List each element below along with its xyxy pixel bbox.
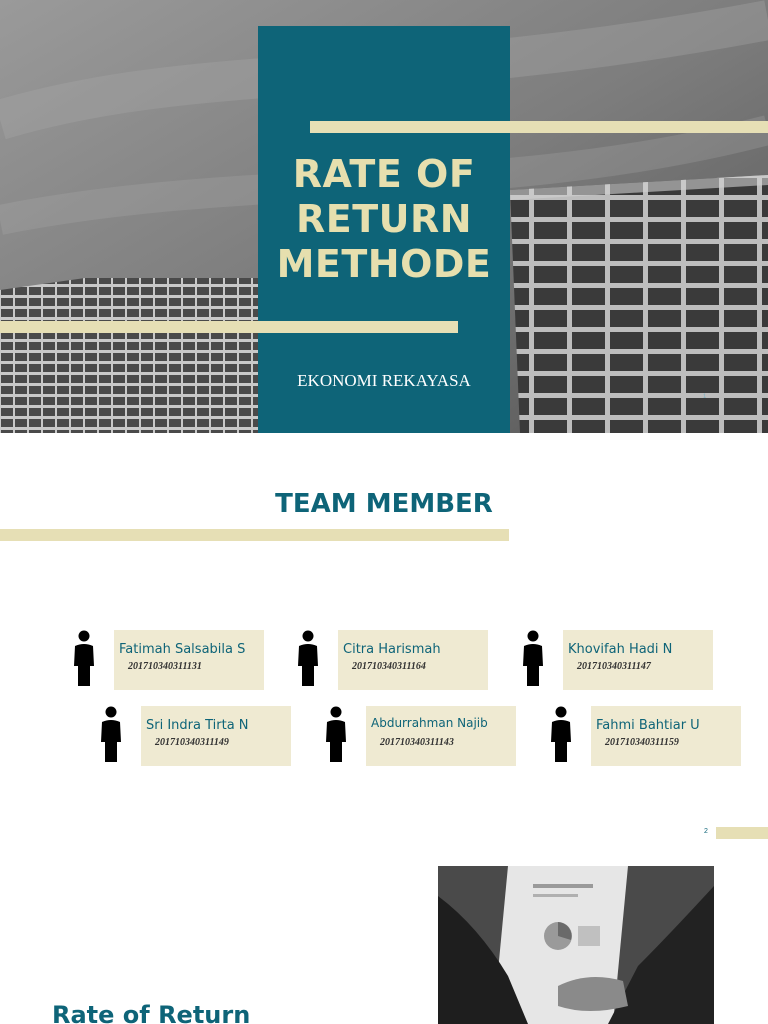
member-card <box>114 630 264 690</box>
team-member-card <box>296 630 506 690</box>
team-member-card <box>99 706 309 766</box>
presentation-title: RATE OF RETURN METHODE <box>276 152 492 286</box>
presentation-subtitle: EKONOMI REKAYASA <box>297 371 471 390</box>
team-heading: TEAM MEMBER <box>275 489 493 519</box>
member-nim: 201710340311131 <box>128 661 202 672</box>
team-heading-bar <box>0 529 509 541</box>
person-icon <box>72 630 96 686</box>
team-member-card <box>521 630 731 690</box>
slide-number-bar <box>716 827 768 839</box>
member-nim: 201710340311159 <box>605 737 679 748</box>
section-title: Rate of Return <box>52 1001 251 1024</box>
team-member-card <box>324 706 534 766</box>
member-name: Sri Indra Tirta N <box>146 718 249 733</box>
member-name: Citra Harismah <box>343 642 441 657</box>
title-slide <box>0 0 768 433</box>
member-card <box>338 630 488 690</box>
person-icon <box>296 630 320 686</box>
member-name: Abdurrahman Najib <box>371 716 488 730</box>
team-member-card <box>549 706 759 766</box>
person-icon <box>99 706 123 762</box>
member-name: Fatimah Salsabila S <box>119 642 246 657</box>
member-card <box>141 706 291 766</box>
member-nim: 201710340311143 <box>380 737 454 748</box>
business-handshake-photo <box>438 866 714 1024</box>
member-card <box>591 706 741 766</box>
member-nim: 201710340311147 <box>577 661 651 672</box>
member-name: Fahmi Bahtiar U <box>596 718 700 733</box>
member-card <box>563 630 713 690</box>
member-card <box>366 706 516 766</box>
person-icon <box>549 706 573 762</box>
member-nim: 201710340311164 <box>352 661 426 672</box>
member-nim: 201710340311149 <box>155 737 229 748</box>
accent-bar-top <box>310 121 768 133</box>
team-member-card <box>72 630 282 690</box>
slide-number: 1 <box>703 394 707 400</box>
content-slide <box>0 853 768 1024</box>
slide-number: 2 <box>704 828 708 835</box>
team-slide <box>0 433 768 853</box>
person-icon <box>521 630 545 686</box>
accent-bar-middle <box>0 321 458 333</box>
member-name: Khovifah Hadi N <box>568 642 673 657</box>
person-icon <box>324 706 348 762</box>
